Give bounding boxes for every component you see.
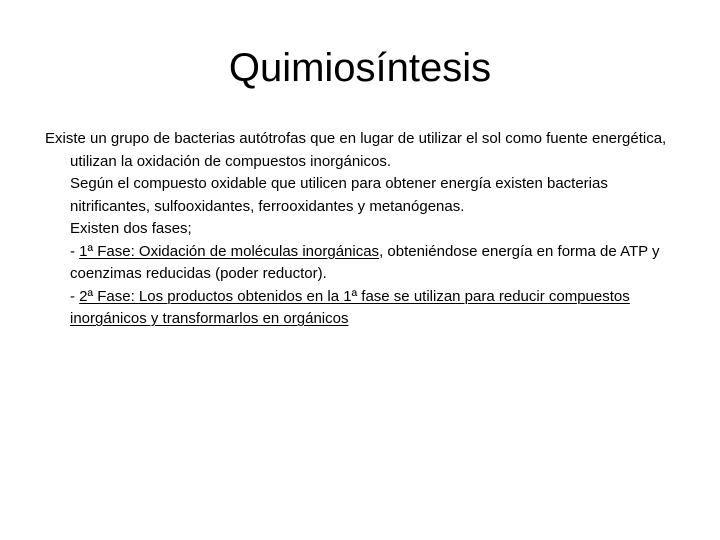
phase-2-prefix: - <box>70 287 80 305</box>
slide-title: Quimiosíntesis <box>228 46 492 90</box>
phase-1-label: 1ª Fase: Oxidación de moléculas inorgánicas <box>79 242 380 260</box>
phase-1-prefix: - <box>70 242 80 260</box>
phase-2-label: 2ª Fase: Los productos obtenidos en la 1ª fase se utilizan para reducir compuestos inorgánicos y transformarlos en orgánicos <box>70 287 630 327</box>
phase-1-text: , obteniéndose energía en forma de ATP y coenzimas reducidas (poder reductor). <box>70 242 660 282</box>
phase-2-item <box>45 286 685 331</box>
phases-intro: Existen dos fases; <box>70 220 192 237</box>
phase-1-item <box>45 241 685 286</box>
compounds-paragraph: Según el compuesto oxidable que utilicen para obtener energía existen bacterias nitrificantes, sulfooxidantes, ferrooxidantes y metanógenas. <box>70 175 608 215</box>
intro-paragraph: Existe un grupo de bacterias autótrofas que en lugar de utilizar el sol como fuente energética, utilizan la oxidación de compuestos inorgánicos. <box>45 130 667 170</box>
slide-body <box>45 128 685 331</box>
